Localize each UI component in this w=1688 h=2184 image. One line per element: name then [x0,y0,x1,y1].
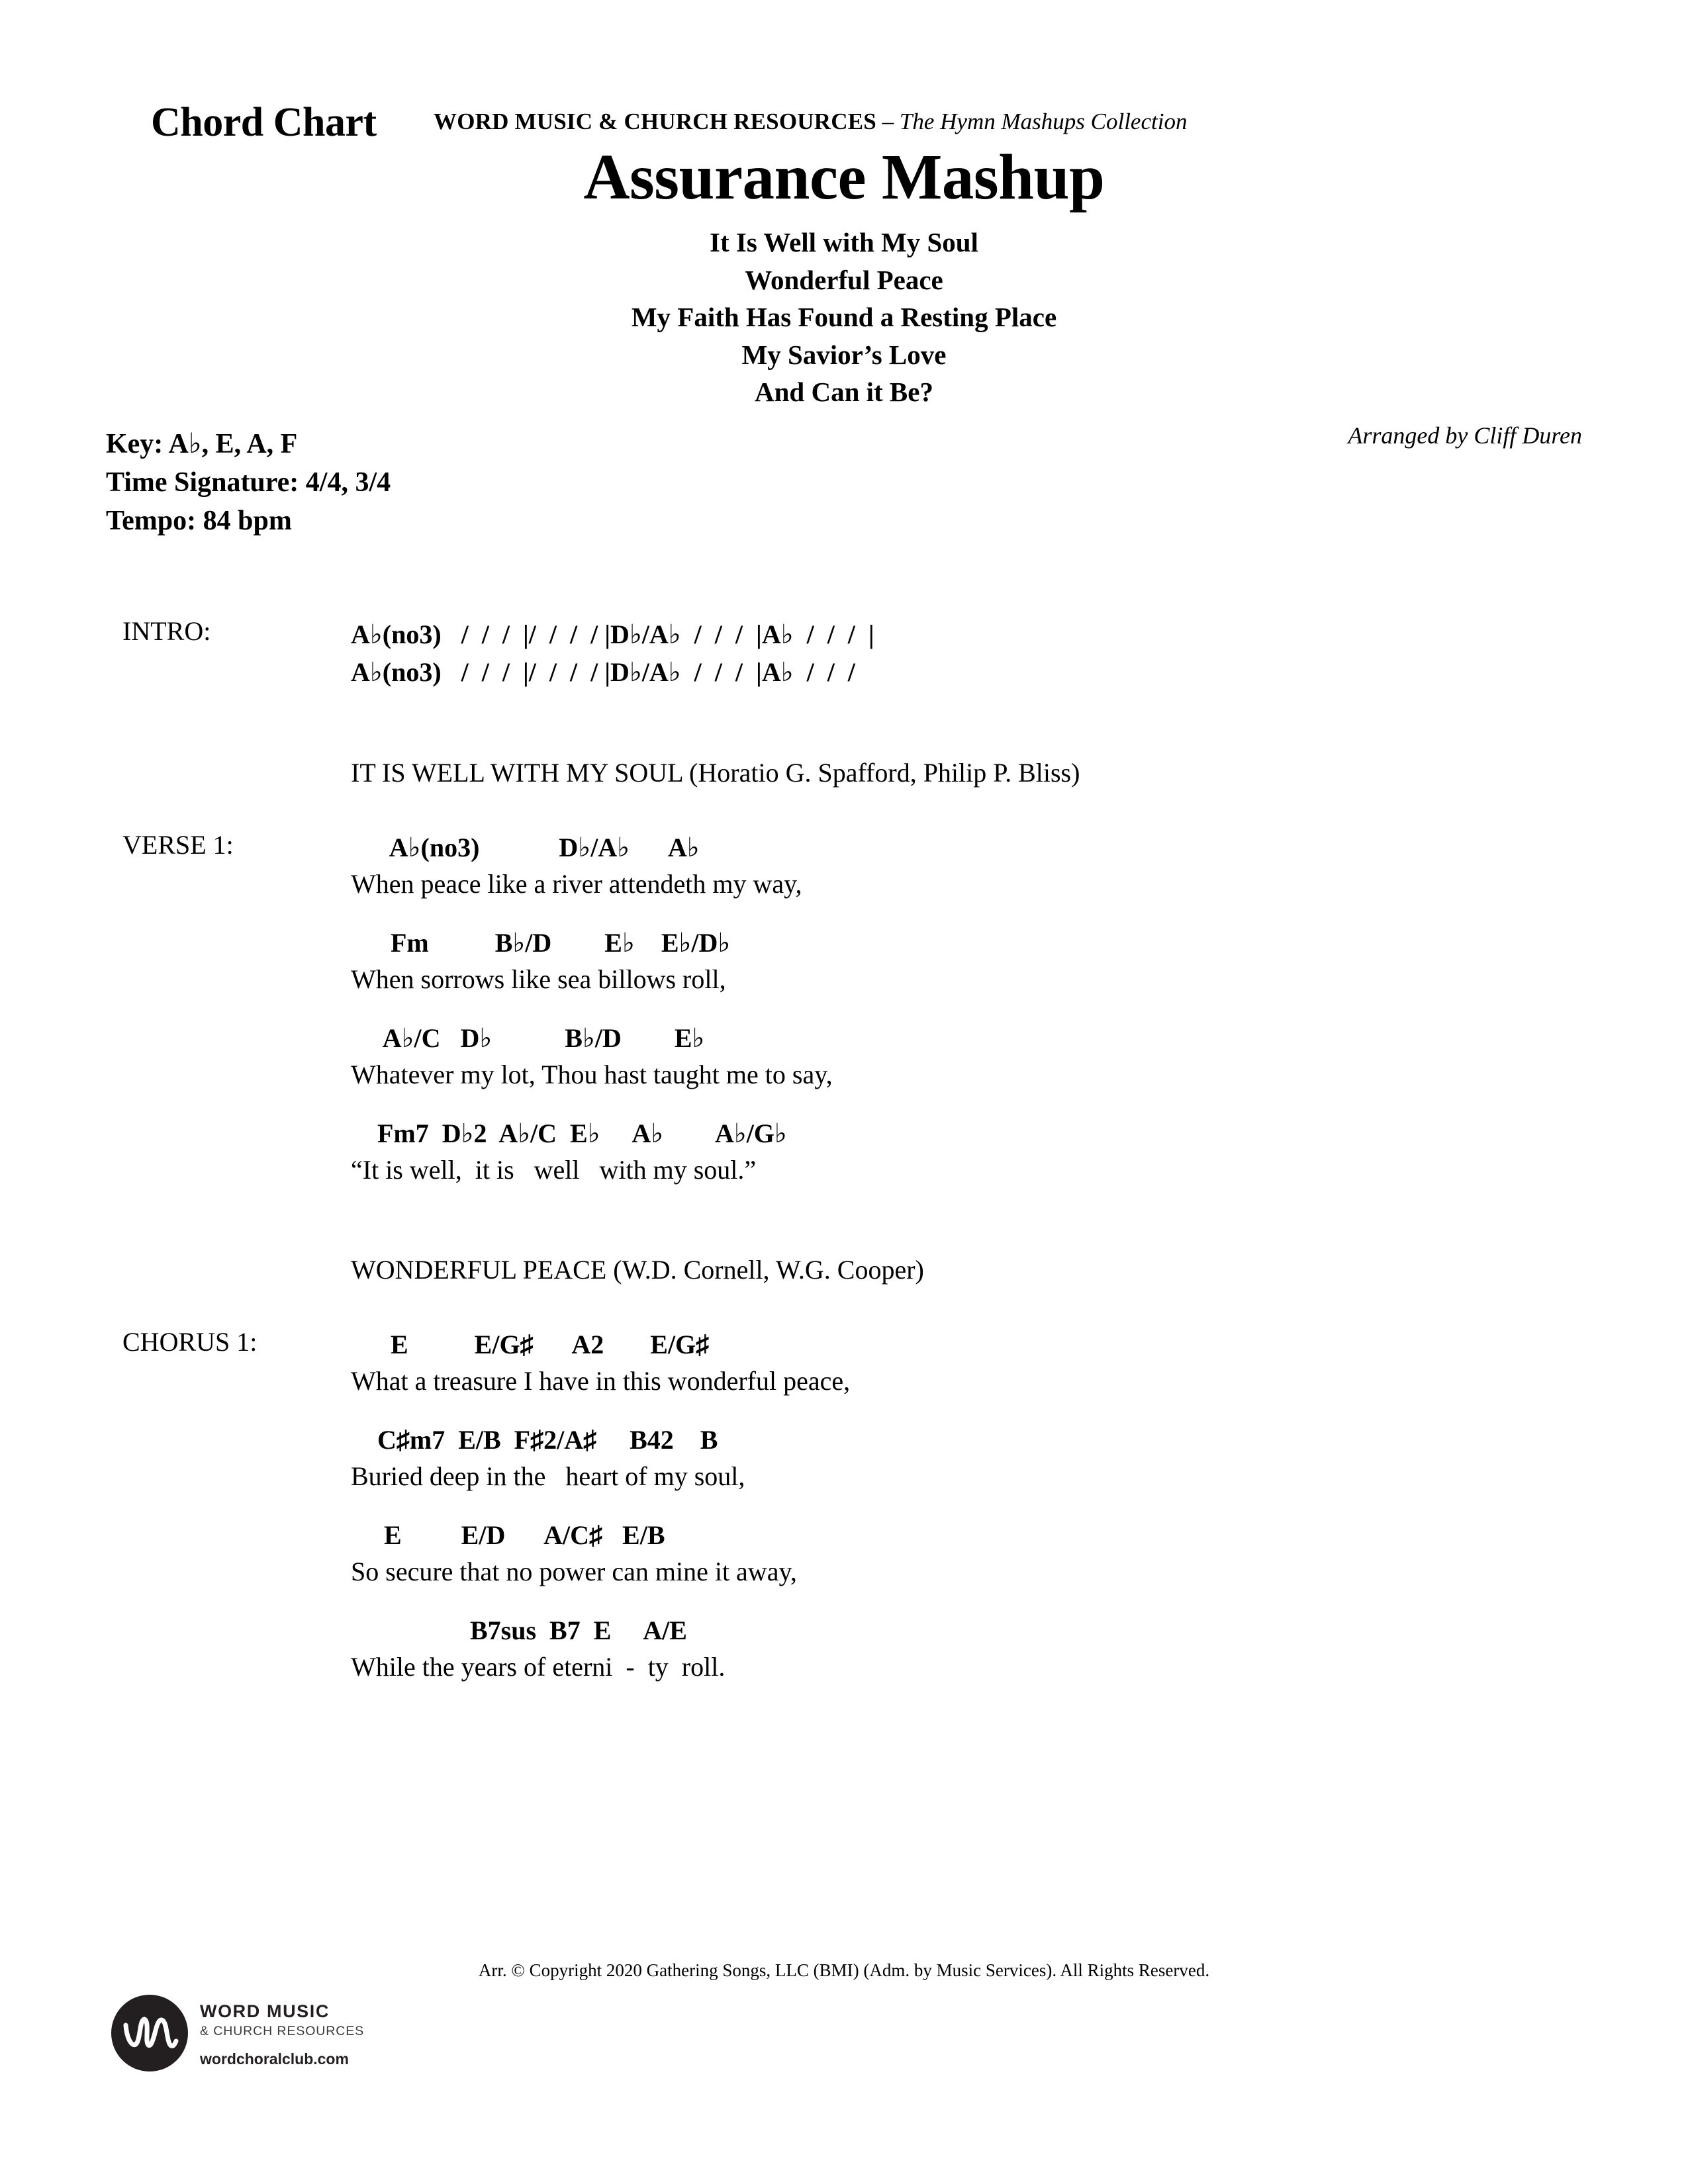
arranger-credit: Arranged by Cliff Duren [1348,422,1582,449]
hymn-title: My Savior’s Love [741,339,947,370]
chart-section [0,1326,1688,1685]
vertical-spacer [351,1399,1609,1422]
vertical-spacer [351,902,1609,925]
lyric-line: When peace like a river attendeth my way, [351,869,802,899]
song-title-credit: IT IS WELL WITH MY SOUL (Horatio G. Spafford, Philip P. Bliss) [351,758,1080,788]
performance-info [106,425,391,540]
copyright-notice: Arr. © Copyright 2020 Gathering Songs, LLC (BMI) (Adm. by Music Services). All Rights Reserved. [478,1960,1210,1980]
logo-text-block [200,2001,364,2068]
hymn-title: Wonderful Peace [745,264,943,295]
chord-line: A♭/C D♭ B♭/D E♭ [351,1023,705,1053]
vertical-spacer [351,997,1609,1020]
chord-line: C♯m7 E/B F♯2/A♯ B42 B [351,1425,718,1455]
chord-line: Fm7 D♭2 A♭/C E♭ A♭ A♭/G♭ [351,1118,787,1148]
imprint-separator: – [876,109,900,134]
tempo-line: Tempo: 84 bpm [106,506,292,536]
chord-line: E E/G♯ A2 E/G♯ [351,1330,710,1359]
vertical-spacer [0,1288,1688,1326]
lyric-line: So secure that no power can mine it away, [351,1557,797,1586]
imprint-name: WORD MUSIC & CHURCH RESOURCES [434,109,876,134]
time-signature-line: Time Signature: 4/4, 3/4 [106,467,391,498]
hymn-title: It Is Well with My Soul [710,227,978,257]
lyric-line: While the years of eterni - ty roll. [351,1652,726,1682]
intro-chord-line: A♭(no3) / / / |/ / / / |D♭/A♭ / / / |A♭ / / / | [351,619,874,649]
chart-section [0,754,1688,791]
vertical-spacer [351,1590,1609,1612]
vertical-spacer [351,1494,1609,1517]
wm-monogram-icon [111,1995,188,2071]
hymn-title: My Faith Has Found a Resting Place [631,302,1057,332]
chart-section [0,615,1688,691]
logo-brand: WORD MUSIC [200,2001,330,2021]
page-title: Assurance Mashup [583,142,1105,212]
chord-chart-body [0,615,1688,1685]
lyric-line: What a treasure I have in this wonderful peace, [351,1366,851,1396]
chart-section [0,829,1688,1188]
section-label: INTRO: [122,616,211,646]
chart-section [0,1251,1688,1288]
vertical-spacer [0,691,1688,754]
hymn-title-list [0,224,1688,411]
section-label: VERSE 1: [122,830,234,860]
section-content [351,1251,1609,1288]
section-content [351,615,1609,691]
lyric-line: When sorrows like sea billows roll, [351,964,726,994]
chord-chart-label: Chord Chart [151,100,377,145]
chord-line: E E/D A/C♯ E/B [351,1520,665,1550]
key-line: Key: A♭, E, A, F [106,429,298,459]
intro-chord-line: A♭(no3) / / / |/ / / / |D♭/A♭ / / / |A♭ / / / [351,657,855,687]
vertical-spacer [0,1188,1688,1251]
vertical-spacer [0,791,1688,829]
logo-url[interactable]: wordchoralclub.com [200,2050,349,2068]
collection-line [434,109,1187,135]
section-label: CHORUS 1: [122,1327,258,1357]
chord-line: Fm B♭/D E♭ E♭/D♭ [351,928,731,958]
chord-line: B7sus B7 E A/E [351,1615,687,1645]
logo-tagline: & CHURCH RESOURCES [200,2024,365,2038]
hymn-title: And Can it Be? [755,377,933,407]
section-content [351,1326,1609,1685]
section-content [351,754,1609,791]
section-content [351,829,1609,1188]
lyric-line: “It is well, it is well with my soul.” [351,1155,757,1185]
lyric-line: Buried deep in the heart of my soul, [351,1461,745,1491]
series-name: The Hymn Mashups Collection [899,109,1188,134]
vertical-spacer [351,1093,1609,1115]
lyric-line: Whatever my lot, Thou hast taught me to say, [351,1060,833,1089]
chord-line: A♭(no3) D♭/A♭ A♭ [351,833,700,862]
word-music-logo [111,1992,389,2091]
song-title-credit: WONDERFUL PEACE (W.D. Cornell, W.G. Cooper) [351,1255,924,1285]
